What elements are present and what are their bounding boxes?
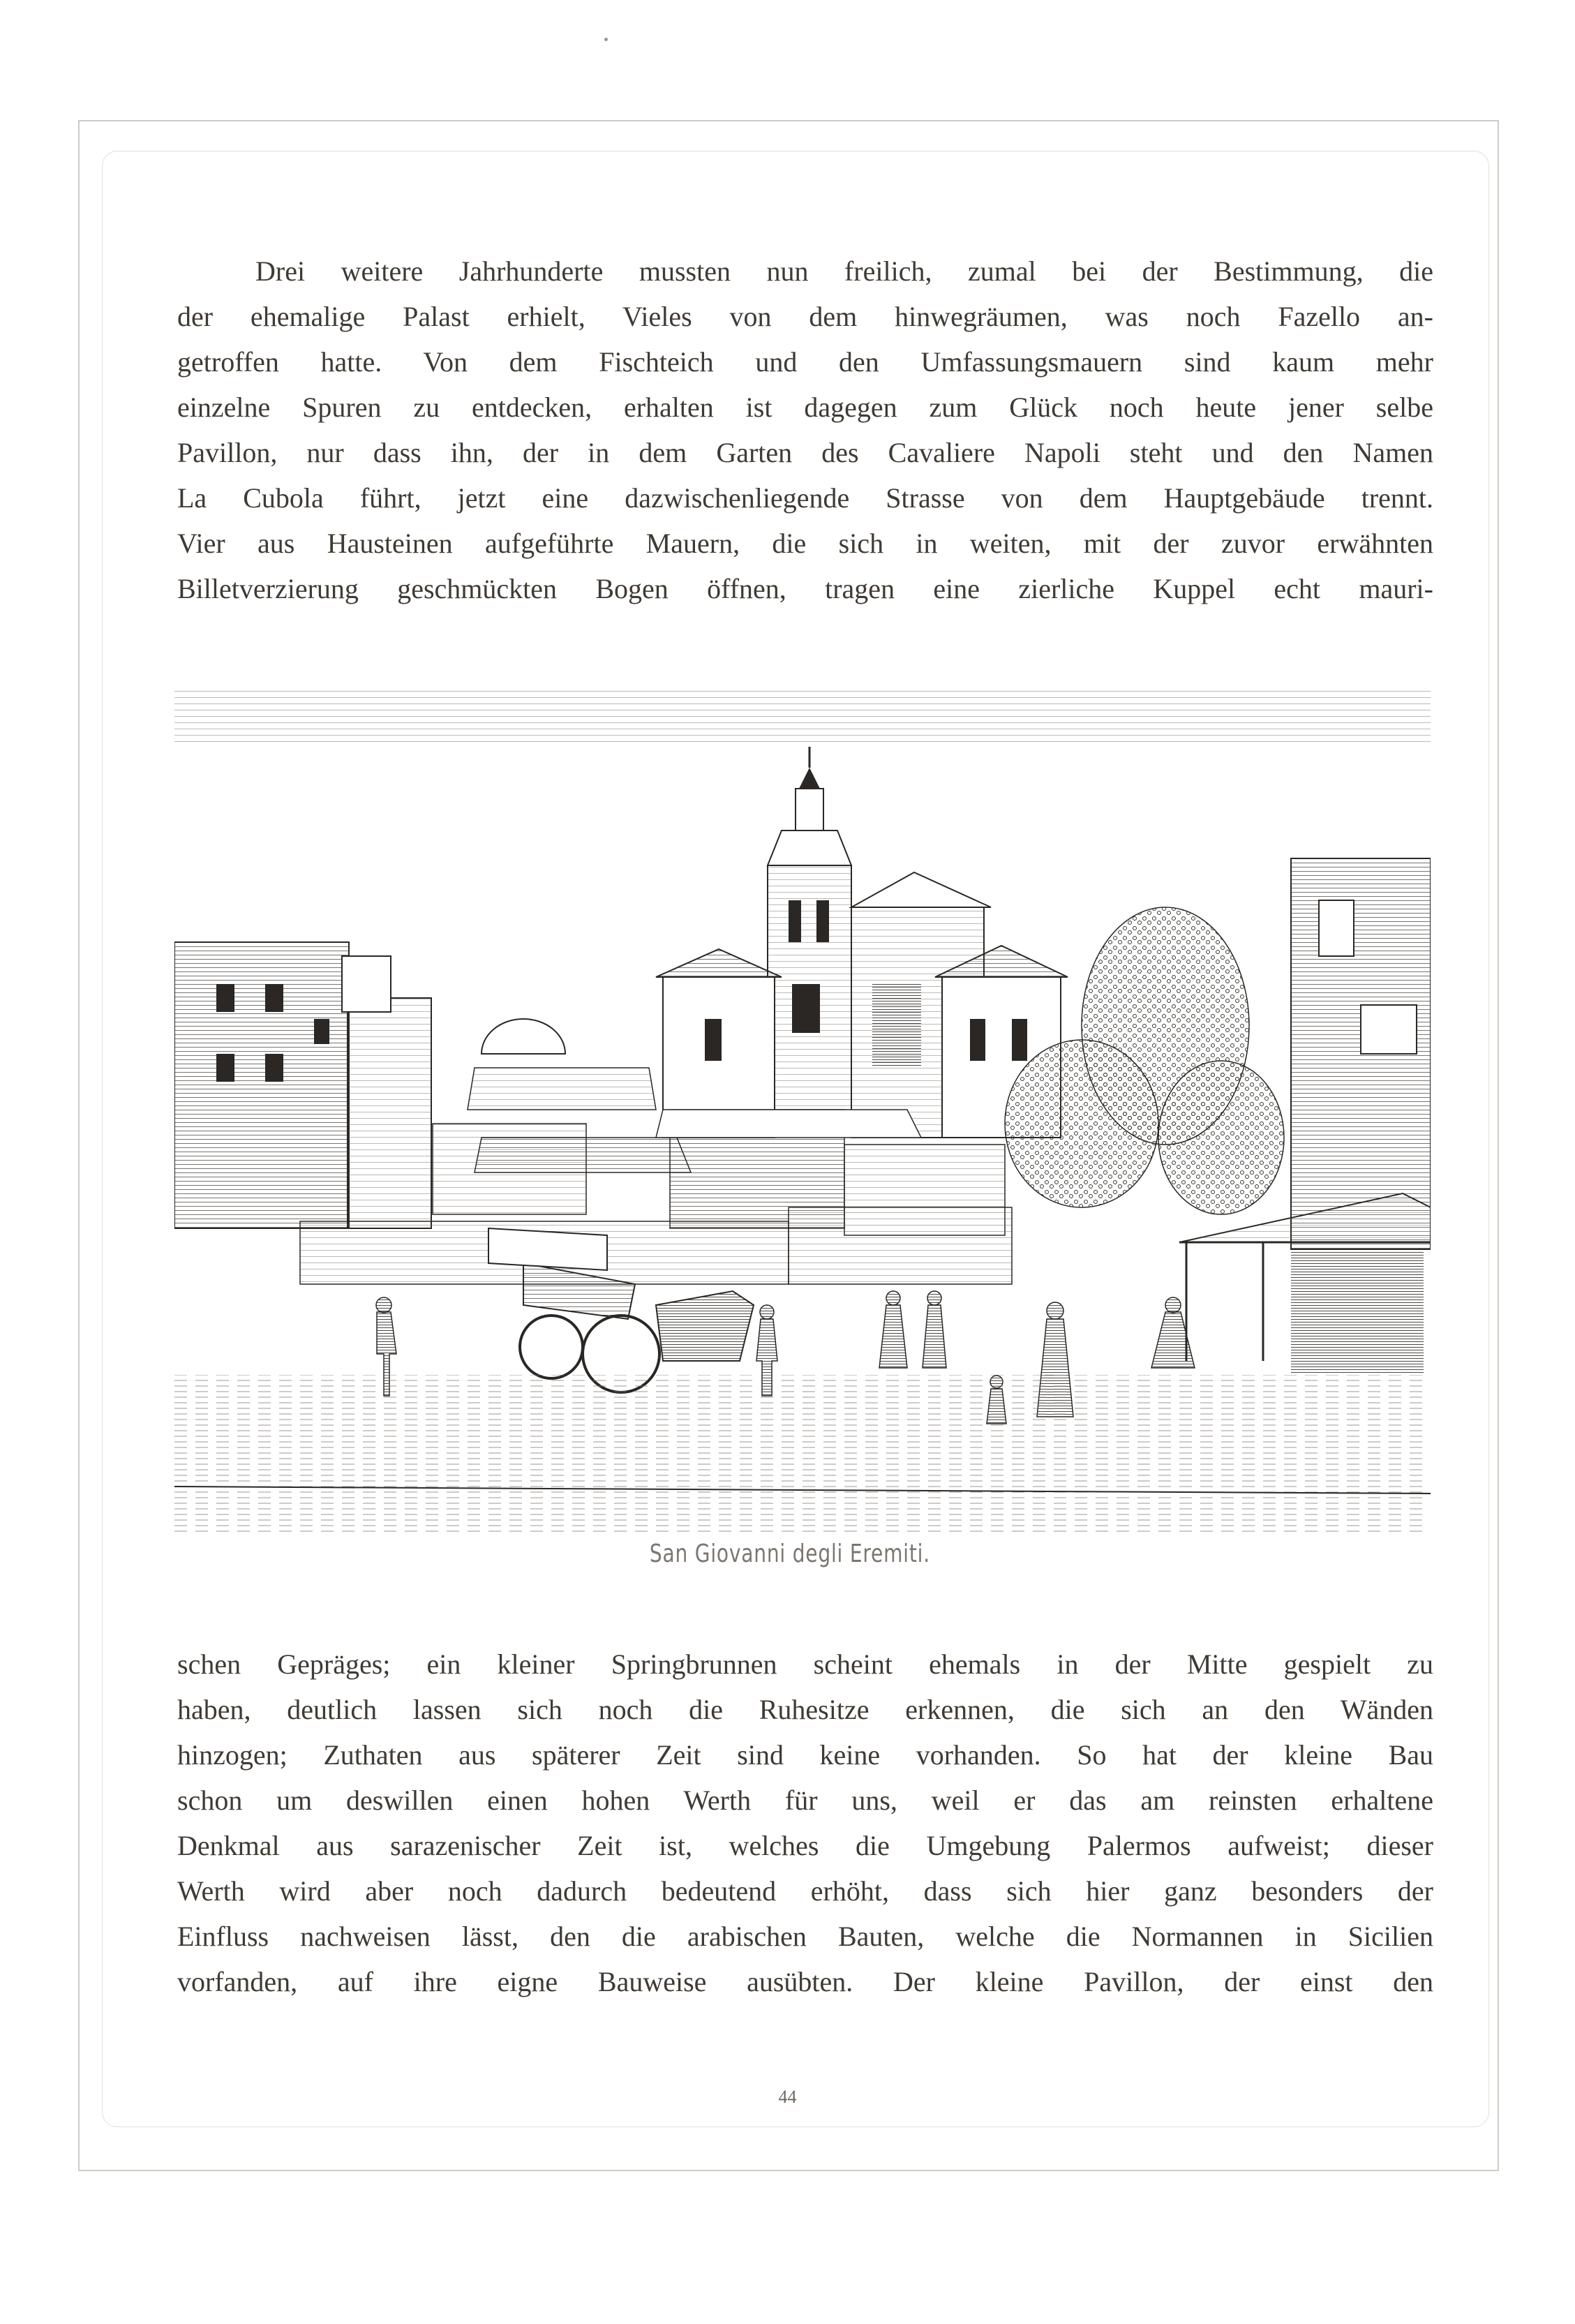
text-line: haben, deutlich lassen sich noch die Ruhesitze erkennen, die sich an den Wänden [177, 1694, 1433, 1725]
text-line: Vier aus Hausteinen aufgeführte Mauern, die sich in weiten, mit der zuvor erwähnten [177, 528, 1433, 559]
page-number: 44 [778, 2087, 797, 2107]
left-buildings [174, 942, 691, 1228]
text-line: Billetverzierung geschmückten Bogen öffnen, tragen eine zierliche Kuppel echt mauri- [177, 573, 1433, 604]
ground-hatching [174, 1375, 1431, 1533]
sky-hatching [174, 691, 1431, 747]
text-line: Einfluss nachweisen lässt, den die arabischen Bauten, welche die Normannen in Sicilien [177, 1921, 1433, 1952]
text-line: Werth wird aber noch dadurch bedeutend erhöht, dass sich hier ganz besonders der [177, 1875, 1433, 1907]
trees [1005, 907, 1284, 1214]
text-line: Denkmal aus sarazenischer Zeit ist, welches die Umgebung Palermos aufweist; dieser [177, 1830, 1433, 1861]
text-line: einzelne Spuren zu entdecken, erhalten ist dagegen zum Glück noch heute jener selbe [177, 392, 1433, 423]
margin-dot [604, 38, 608, 41]
text-line: schen Gepräges; ein kleiner Springbrunnen scheint ehemals in der Mitte gespielt zu [177, 1648, 1433, 1680]
text-line: La Cubola führt, jetzt eine dazwischenliegende Strasse von dem Hauptgebäude trennt. [177, 482, 1433, 514]
text-line: schon um deswillen einen hohen Werth für uns, weil er das am reinsten erhaltene [177, 1785, 1433, 1816]
text-line: vorfanden, auf ihre eigne Bauweise ausübten. Der kleine Pavillon, der einst den [177, 1966, 1433, 1997]
paragraph-bottom [177, 1641, 1433, 2004]
illustration-caption: San Giovanni degli Eremiti. [649, 1540, 930, 1568]
paragraph-top [177, 248, 1433, 611]
engraving-illustration [174, 691, 1431, 1533]
text-line: Pavillon, nur dass ihn, der in dem Garten des Cavaliere Napoli steht und den Namen [177, 437, 1433, 468]
text-line: getroffen hatte. Von dem Fischteich und den Umfassungsmauern sind kaum mehr [177, 346, 1433, 378]
church-complex [656, 747, 1068, 1235]
text-line: Drei weitere Jahrhunderte mussten nun freilich, zumal bei der Bestimmung, die [255, 255, 1433, 287]
text-line: hinzogen; Zuthaten aus späterer Zeit sind keine vorhanden. So hat der kleine Bau [177, 1739, 1433, 1771]
text-line: der ehemalige Palast erhielt, Vieles von dem hinwegräumen, was noch Fazello an- [177, 301, 1433, 332]
